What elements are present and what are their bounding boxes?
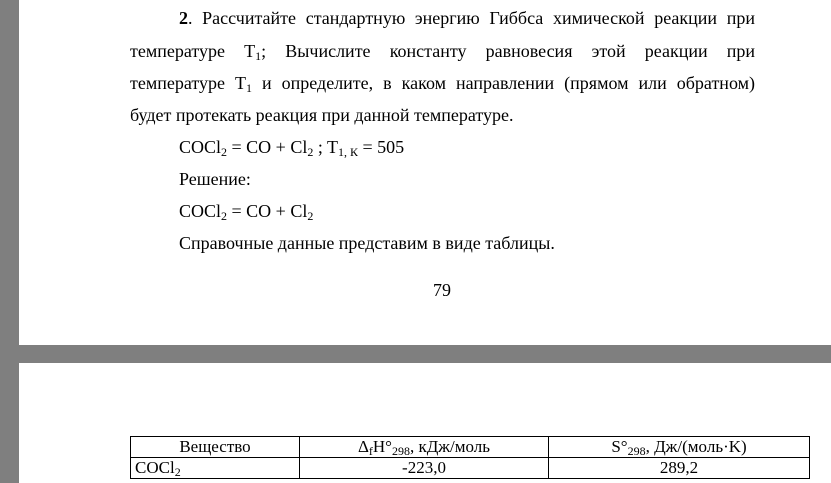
task-line-4: будет протекать реакция при данной температуре. [130, 105, 514, 125]
header-substance: Вещество [131, 437, 300, 458]
document-page-79 [19, 0, 831, 345]
reaction-equation-with-temperature: COCl$_2$ = CO + $Cl_2$ ; $T_{1, К} = 505$ [179, 137, 405, 159]
reference-data-table [130, 436, 810, 479]
table-header-row [131, 437, 810, 458]
cell-enthalpy: -223,0 [300, 458, 549, 479]
cell-entropy: 289,2 [549, 458, 810, 479]
reference-data-note: Справочные данные представим в виде таблицы. [179, 233, 555, 253]
table-row [131, 458, 810, 479]
header-enthalpy: $\Delta_fH^\circ_{298}$, кДж/моль [300, 437, 549, 458]
reaction-equation: COCl$_2$ = CO + $Cl_2$ [179, 201, 314, 223]
task-line-2: температуре $Т_1$; Вычислите константу равновесия этой реакции при [130, 41, 755, 63]
task-number: 2 [179, 8, 188, 28]
task-line-1: 2. Рассчитайте стандартную энергию Гиббса химической реакции при [179, 8, 755, 28]
header-entropy: $S^\circ_{298}$, Дж/(моль·K) [549, 437, 810, 458]
page-number: 79 [433, 280, 451, 300]
document-page-80 [19, 363, 831, 483]
cell-substance: COCl$_2$ [131, 458, 300, 479]
solution-label: Решение: [179, 169, 251, 189]
task-line-3: температуре $Т_1$ и определите, в каком направлении (прямом или обратном) [130, 73, 755, 95]
